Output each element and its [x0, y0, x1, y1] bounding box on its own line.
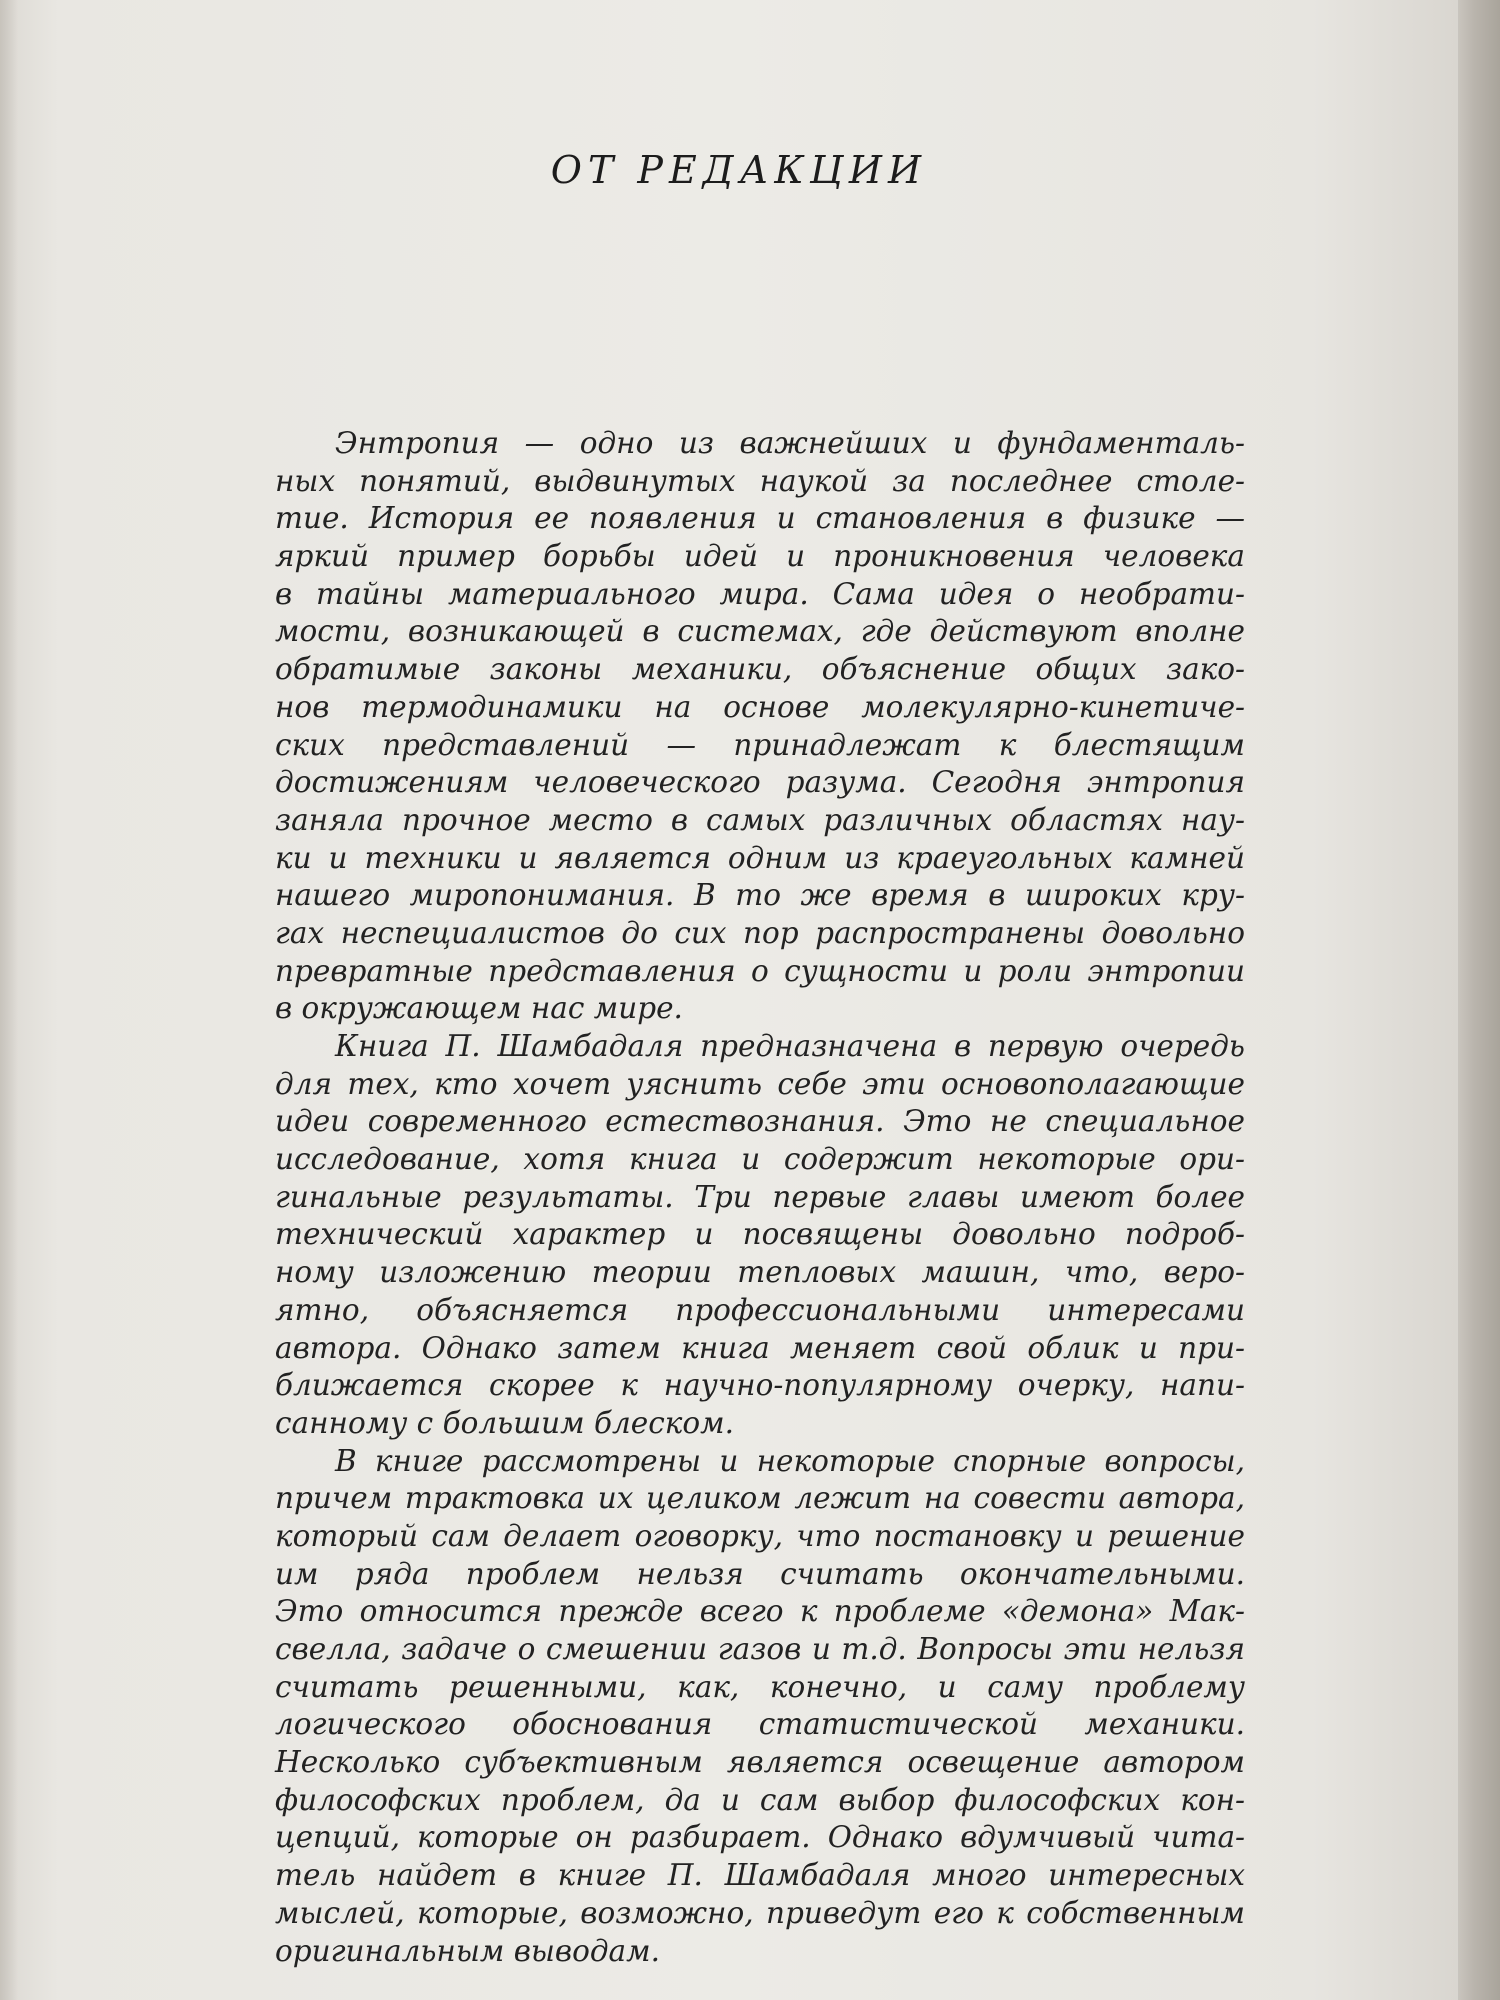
page-edge: [1458, 0, 1500, 2000]
text-line: нов термодинамики на основе молекулярно-кинетиче-: [275, 689, 1245, 724]
text-line: философских проблем, да и сам выбор философских кон-: [275, 1782, 1245, 1817]
text-line: свелла, задаче о смешении газов и т.д. Вопросы эти нельзя: [275, 1632, 1245, 1666]
text-line: нашего миропонимания. В то же время в широких кру-: [275, 878, 1245, 913]
text-line: автора. Однако затем книга меняет свой облик и при-: [275, 1330, 1245, 1365]
text-line: тие. История ее появления и становления в физике —: [275, 501, 1245, 536]
text-line: им ряда проблем нельзя считать окончательными.: [275, 1556, 1245, 1591]
paragraph: [275, 425, 1245, 1028]
page-gutter-shadow: [0, 0, 18, 2000]
text-line: технический характер и посвящены довольно подроб-: [275, 1217, 1245, 1252]
text-line: в тайны материального мира. Сама идея о необрати-: [275, 576, 1245, 611]
text-line: который сам делает оговорку, что постановку и решение: [275, 1518, 1245, 1553]
text-line: гах неспециалистов до сих пор распространены довольно: [275, 915, 1245, 950]
text-line: превратные представления о сущности и роли энтропии: [275, 953, 1245, 988]
text-line: причем трактовка их целиком лежит на совести автора,: [275, 1481, 1245, 1516]
text-line: Несколько субъективным является освещение автором: [275, 1745, 1245, 1780]
text-line: в окружающем нас мире.: [275, 991, 683, 1026]
text-line: ных понятий, выдвинутых наукой за последнее столе-: [275, 463, 1245, 498]
text-line: гинальные результаты. Три первые главы имеют более: [275, 1179, 1245, 1214]
text-line: Книга П. Шамбадаля предназначена в первую очередь: [335, 1029, 1245, 1063]
paragraph: [275, 1443, 1245, 1971]
paragraph: [275, 1028, 1245, 1443]
text-line: Это относится прежде всего к проблеме «демона» Мак-: [275, 1594, 1245, 1629]
text-line: для тех, кто хочет уяснить себе эти основополагающие: [275, 1066, 1245, 1101]
text-line: достижениям человеческого разума. Сегодня энтропия: [275, 765, 1245, 800]
text-line: обратимые законы механики, объяснение общих зако-: [275, 652, 1245, 687]
text-line: мости, возникающей в системах, где действуют вполне: [275, 614, 1245, 649]
text-line: ских представлений — принадлежат к блестящим: [275, 727, 1245, 762]
text-line: ближается скорее к научно-популярному очерку, напи-: [275, 1368, 1245, 1403]
page-heading: ОТ РЕДАКЦИИ: [550, 148, 928, 192]
text-line: цепций, которые он разбирает. Однако вдумчивый чита-: [275, 1820, 1245, 1855]
text-line: В книге рассмотрены и некоторые спорные вопросы,: [335, 1443, 1245, 1478]
text-line: яркий пример борьбы идей и проникновения человека: [275, 539, 1245, 574]
text-line: тель найдет в книге П. Шамбадаля много интересных: [275, 1858, 1245, 1893]
body-text: [275, 425, 1245, 1970]
text-line: мыслей, которые, возможно, приведут его к собственным: [275, 1895, 1245, 1930]
text-line: санному с большим блеском.: [275, 1405, 734, 1440]
text-line: ному изложению теории тепловых машин, что, веро-: [275, 1255, 1245, 1290]
text-line: идеи современного естествознания. Это не специальное: [275, 1104, 1245, 1139]
text-line: заняла прочное место в самых различных областях нау-: [275, 802, 1245, 837]
text-line: ятно, объясняется профессиональными интересами: [275, 1292, 1245, 1327]
text-line: ки и техники и является одним из краеугольных камней: [275, 840, 1245, 875]
text-line: оригинальным выводам.: [275, 1933, 660, 1968]
text-line: логического обоснования статистической механики.: [275, 1707, 1245, 1742]
text-line: считать решенными, как, конечно, и саму проблему: [275, 1669, 1245, 1704]
text-line: исследование, хотя книга и содержит некоторые ори-: [275, 1142, 1245, 1177]
text-line: Энтропия — одно из важнейших и фундаменталь-: [335, 426, 1245, 460]
